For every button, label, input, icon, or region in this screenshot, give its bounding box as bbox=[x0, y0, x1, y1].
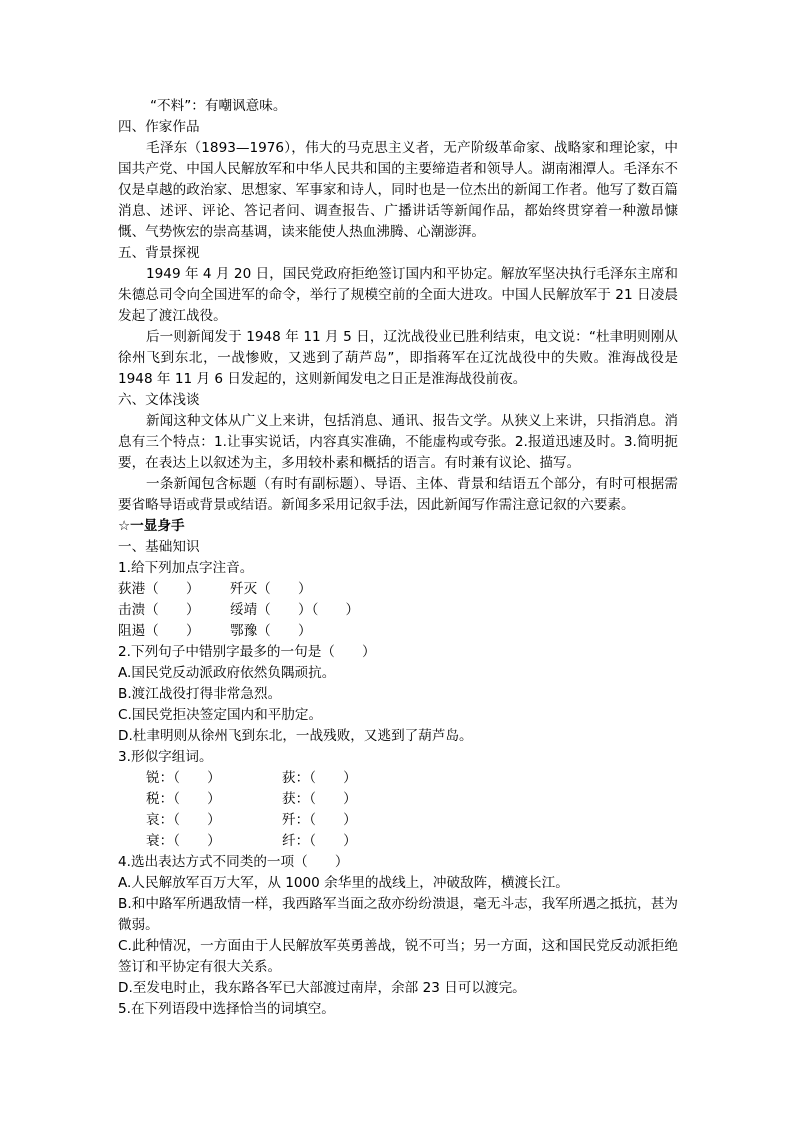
word-blank[interactable]: 获：（ ） bbox=[282, 791, 357, 807]
pinyin-blank[interactable]: 歼灭（ ） bbox=[230, 581, 312, 597]
question-3-row bbox=[118, 810, 678, 831]
question-1-row bbox=[118, 621, 678, 642]
note-buliao: “不料”：有嘲讽意味。 bbox=[150, 98, 287, 114]
question-3-row bbox=[118, 789, 678, 810]
section6-paragraph-2: 一条新闻包含标题（有时有副标题）、导语、主体、背景和结语五个部分，有时可根据需要省略导语或背景或结语。新闻多采用记叙手法，因此新闻写作需注意记叙的六要素。 bbox=[118, 476, 678, 513]
document-body bbox=[118, 96, 678, 1020]
section5-heading: 五、背景探视 bbox=[118, 245, 200, 261]
pinyin-blank[interactable]: 阻遏（ ） bbox=[118, 623, 200, 639]
section4-paragraph: 毛泽东（1893—1976），伟大的马克思主义者，无产阶级革命家、战略家和理论家，中国共产党、中国人民解放军和中华人民共和国的主要缔造者和领导人。湖南湘潭人。毛泽东不仅是卓越的政治家、思想家、军事家和诗人，同时也是一位杰出的新闻工作者。他写了数百篇消息、述评、评论、答记者问、调查报告、广播讲话等新闻作品，都始终贯穿着一种激昂慷慨、气势恢宏的崇高基调，读来能使人热血沸腾、心潮澎湃。 bbox=[118, 140, 678, 240]
question-2-option: D.杜聿明则从徐州飞到东北，一战残败，又逃到了葫芦岛。 bbox=[118, 728, 473, 744]
question-2-title: 2.下列句子中错别字最多的一句是（ ） bbox=[118, 644, 376, 660]
section6-heading: 六、文体浅谈 bbox=[118, 392, 200, 408]
pinyin-blank[interactable]: 击溃（ ） bbox=[118, 602, 200, 618]
question-2-option: A.国民党反动派政府依然负隅顽抗。 bbox=[118, 665, 336, 681]
question-4-title: 4.选出表达方式不同类的一项（ ） bbox=[118, 854, 349, 870]
pinyin-blank[interactable]: 绥靖（ ）（ ） bbox=[230, 602, 360, 618]
question-3-row bbox=[118, 768, 678, 789]
practice-heading: ☆一显身手 bbox=[118, 518, 185, 534]
question-3-title: 3.形似字组词。 bbox=[118, 749, 213, 765]
word-blank[interactable]: 哀：（ ） bbox=[146, 812, 221, 828]
word-blank[interactable]: 歼：（ ） bbox=[282, 812, 357, 828]
question-5-title: 5.在下列语段中选择恰当的词填空。 bbox=[118, 1001, 335, 1017]
basics-heading: 一、基础知识 bbox=[118, 539, 200, 555]
question-1-row bbox=[118, 579, 678, 600]
section5-paragraph-2: 后一则新闻发于 1948 年 11 月 5 日，辽沈战役业已胜利结束，电文说：“杜聿明则刚从徐州飞到东北，一战惨败，又逃到了葫芦岛”，即指蒋军在辽沈战役中的失败。淮海战役是 1948 年 11 月 6 日发起的，这则新闻发电之日正是淮海战役前夜。 bbox=[118, 329, 678, 387]
question-2-option: B.渡江战役打得非常急烈。 bbox=[118, 686, 282, 702]
word-blank[interactable]: 衰：（ ） bbox=[146, 833, 221, 849]
section6-paragraph-1: 新闻这种文体从广义上来讲，包括消息、通讯、报告文学。从狭义上来讲，只指消息。消息有三个特点：1.让事实说话，内容真实准确，不能虚构或夸张。2.报道迅速及时。3.简明扼要，在表达上以叙述为主，多用较朴素和概括的语言。有时兼有议论、描写。 bbox=[118, 413, 678, 471]
pinyin-blank[interactable]: 鄂豫（ ） bbox=[230, 623, 312, 639]
question-4-option: D.至发电时止，我东路各军已大部渡过南岸，余部 23 日可以渡完。 bbox=[118, 980, 526, 996]
section5-paragraph-1: 1949 年 4 月 20 日，国民党政府拒绝签订国内和平协定。解放军坚决执行毛泽东主席和朱德总司令向全国进军的命令，举行了规模空前的全面大进攻。中国人民解放军于 21 日凌晨发起了渡江战役。 bbox=[118, 266, 678, 324]
question-3-row bbox=[118, 831, 678, 852]
word-blank[interactable]: 荻：（ ） bbox=[282, 770, 357, 786]
pinyin-blank[interactable]: 荻港（ ） bbox=[118, 581, 200, 597]
question-4-option: A.人民解放军百万大军，从 1000 余华里的战线上，冲破敌阵，横渡长江。 bbox=[118, 875, 569, 891]
question-4-option: B.和中路军所遇敌情一样，我西路军当面之敌亦纷纷溃退，毫无斗志，我军所遇之抵抗，甚为微弱。 bbox=[118, 896, 678, 933]
question-4-option: C.此种情况，一方面由于人民解放军英勇善战，锐不可当；另一方面，这和国民党反动派拒绝签订和平协定有很大关系。 bbox=[118, 938, 678, 975]
word-blank[interactable]: 纤：（ ） bbox=[282, 833, 357, 849]
word-blank[interactable]: 锐：（ ） bbox=[146, 770, 221, 786]
question-1-row bbox=[118, 600, 678, 621]
question-1-title: 1.给下列加点字注音。 bbox=[118, 560, 254, 576]
section4-heading: 四、作家作品 bbox=[118, 119, 200, 135]
question-2-option: C.国民党拒决签定国内和平肋定。 bbox=[118, 707, 323, 723]
word-blank[interactable]: 税：（ ） bbox=[146, 791, 221, 807]
